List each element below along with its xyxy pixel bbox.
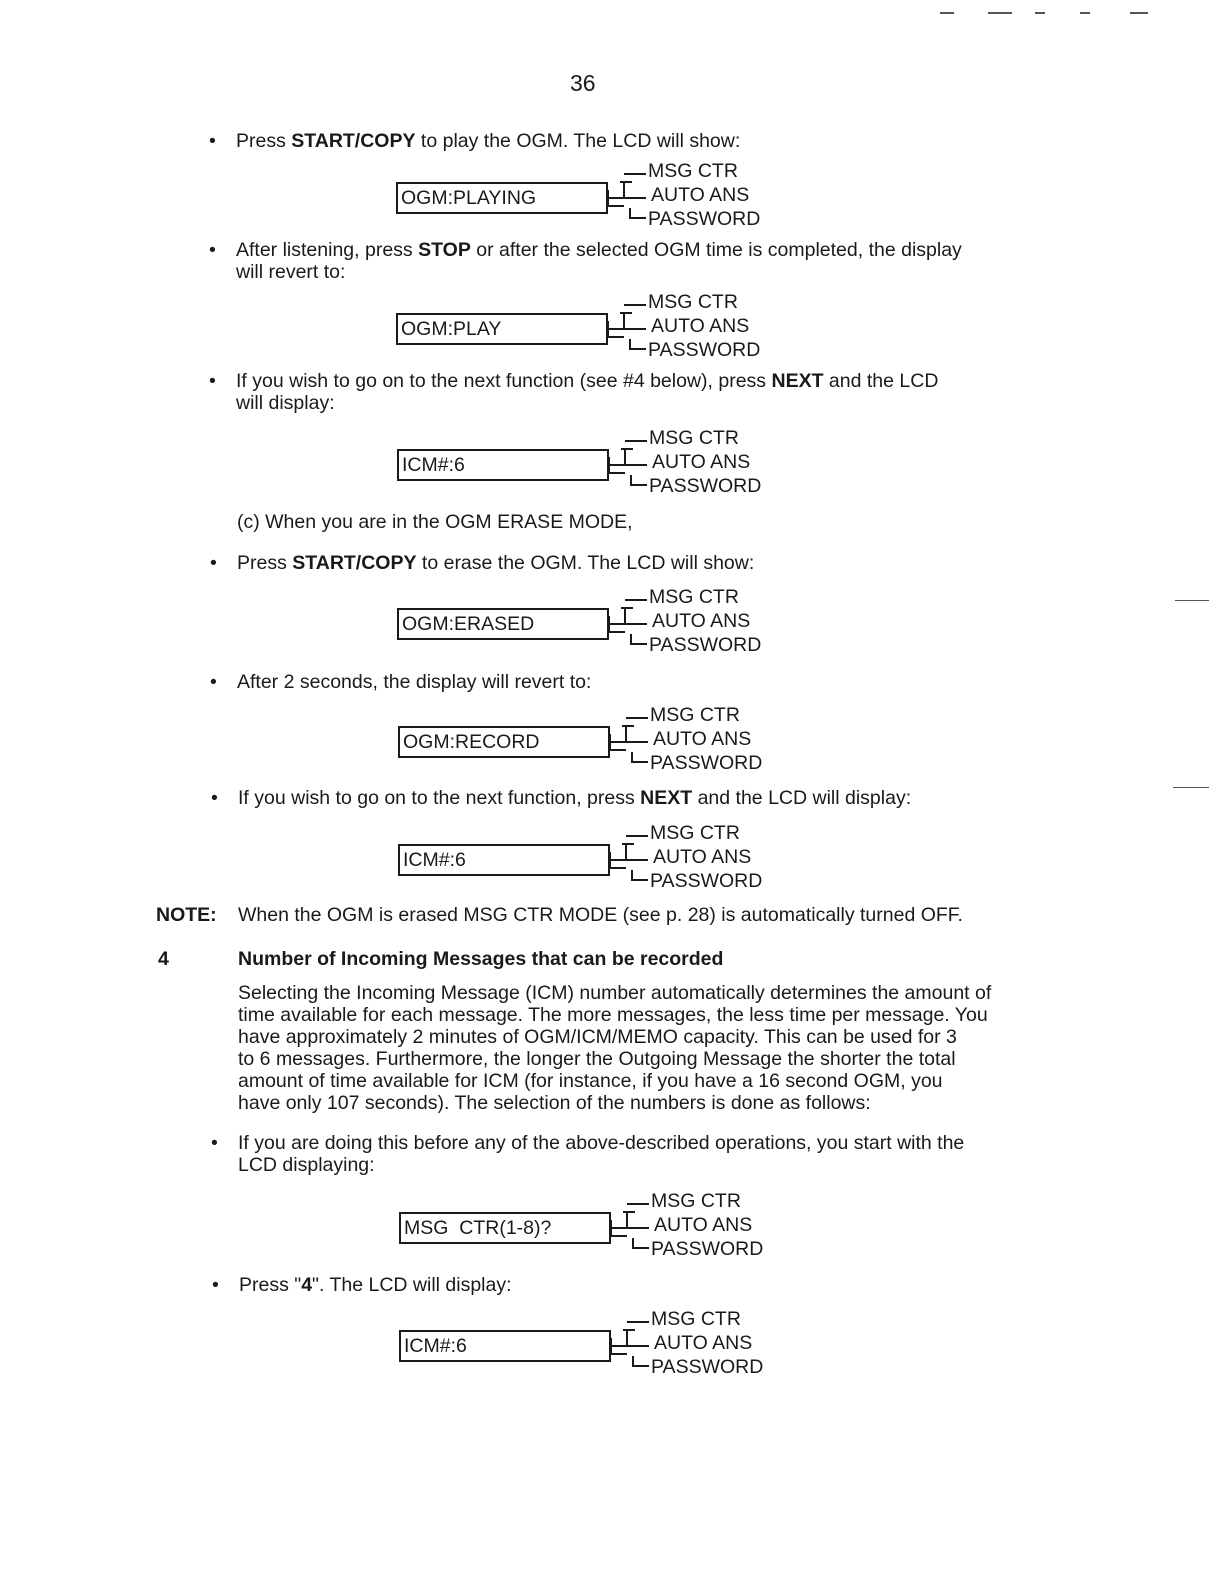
menu-label-password: PASSWORD — [650, 870, 763, 892]
lcd-screen: ICM#:6 — [397, 449, 609, 481]
bullet-after-2-seconds: • After 2 seconds, the display will revert to: — [210, 671, 592, 693]
lcd-screen: ICM#:6 — [399, 1330, 611, 1362]
scan-mark — [1175, 600, 1209, 601]
menu-label-auto-ans: AUTO ANS — [651, 315, 750, 337]
lcd-display — [396, 160, 776, 236]
note-label: NOTE: — [156, 904, 217, 926]
bullet-before-operations: • If you are doing this before any of the above-described operations, you start with the LCD displaying: — [211, 1132, 965, 1176]
section-number: 4 — [158, 948, 169, 970]
menu-label-auto-ans: AUTO ANS — [653, 728, 752, 750]
bullet-after-listening: • After listening, press STOP or after the selected OGM time is completed, the display will revert to: — [209, 239, 962, 283]
menu-label-auto-ans: AUTO ANS — [651, 184, 750, 206]
bullet-play-ogm: • Press START/COPY to play the OGM. The LCD will show: — [209, 130, 741, 152]
menu-label-password: PASSWORD — [649, 634, 762, 656]
bullet-next-function: • If you wish to go on to the next function (see #4 below), press NEXT and the LCD will display: — [209, 370, 939, 414]
menu-label-auto-ans: AUTO ANS — [653, 846, 752, 868]
section-line: have only 107 seconds). The selection of the numbers is done as follows: — [238, 1092, 871, 1114]
menu-label-msg-ctr: MSG CTR — [650, 704, 740, 726]
note-text: When the OGM is erased MSG CTR MODE (see p. 28) is automatically turned OFF. — [238, 904, 963, 926]
lcd-screen: OGM:RECORD — [398, 726, 610, 758]
scan-mark — [940, 12, 954, 14]
lcd-screen: OGM:PLAYING — [396, 182, 608, 214]
bullet-press-4: • Press "4". The LCD will display: — [212, 1274, 512, 1296]
scan-mark — [988, 12, 1012, 14]
menu-label-auto-ans: AUTO ANS — [652, 610, 751, 632]
page-number: 36 — [570, 70, 596, 96]
lcd-display — [399, 1190, 779, 1266]
menu-label-password: PASSWORD — [651, 1238, 764, 1260]
erase-mode-line: (c) When you are in the OGM ERASE MODE, — [237, 511, 633, 533]
menu-label-msg-ctr: MSG CTR — [651, 1308, 741, 1330]
section-line: time available for each message. The more messages, the less time per message. You — [238, 1004, 988, 1026]
menu-label-password: PASSWORD — [649, 475, 762, 497]
section-line: amount of time available for ICM (for instance, if you have a 16 second OGM, you — [238, 1070, 943, 1092]
scan-mark — [1130, 12, 1148, 14]
section-body — [238, 982, 991, 1114]
menu-label-password: PASSWORD — [648, 208, 761, 230]
menu-label-msg-ctr: MSG CTR — [648, 291, 738, 313]
lcd-screen: OGM:ERASED — [397, 608, 609, 640]
section-line: Selecting the Incoming Message (ICM) number automatically determines the amount of — [238, 982, 992, 1004]
lcd-screen: OGM:PLAY — [396, 313, 608, 345]
menu-label-msg-ctr: MSG CTR — [649, 586, 739, 608]
lcd-display — [397, 427, 777, 503]
note — [156, 904, 217, 926]
section-heading: Number of Incoming Messages that can be recorded — [238, 948, 724, 970]
menu-label-password: PASSWORD — [650, 752, 763, 774]
menu-label-password: PASSWORD — [648, 339, 761, 361]
scan-mark — [1035, 12, 1045, 14]
bullet-erase-ogm: • Press START/COPY to erase the OGM. The LCD will show: — [210, 552, 755, 574]
menu-label-auto-ans: AUTO ANS — [654, 1214, 753, 1236]
lcd-display — [398, 704, 778, 780]
menu-label-msg-ctr: MSG CTR — [649, 427, 739, 449]
scan-mark — [1080, 12, 1090, 14]
lcd-display — [398, 822, 778, 898]
menu-label-password: PASSWORD — [651, 1356, 764, 1378]
bullet-next-function-2: • If you wish to go on to the next function, press NEXT and the LCD will display: — [211, 787, 912, 809]
menu-label-msg-ctr: MSG CTR — [648, 160, 738, 182]
section-line: have approximately 2 minutes of OGM/ICM/MEMO capacity. This can be used for 3 — [238, 1026, 957, 1048]
lcd-display — [397, 586, 777, 662]
menu-label-msg-ctr: MSG CTR — [651, 1190, 741, 1212]
lcd-screen: ICM#:6 — [398, 844, 610, 876]
menu-label-auto-ans: AUTO ANS — [652, 451, 751, 473]
section-line: to 6 messages. Furthermore, the longer the Outgoing Message the shorter the total — [238, 1048, 956, 1070]
lcd-display — [396, 291, 776, 367]
scan-mark — [1173, 787, 1209, 788]
menu-label-auto-ans: AUTO ANS — [654, 1332, 753, 1354]
lcd-screen: MSG CTR(1-8)? — [399, 1212, 611, 1244]
lcd-display — [399, 1308, 779, 1384]
menu-label-msg-ctr: MSG CTR — [650, 822, 740, 844]
